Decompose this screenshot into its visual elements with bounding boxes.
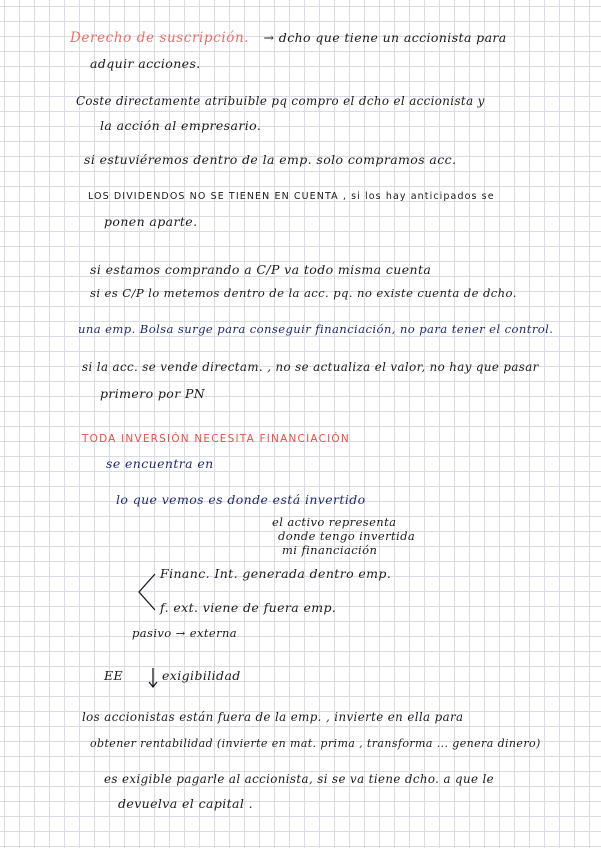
arrow-down-icon — [148, 667, 158, 689]
note-line-15b: donde tengo invertida — [278, 529, 416, 543]
note-line-5: si estuviéremos dentro de la emp. solo compramos acc. — [84, 152, 457, 167]
note-line-21: obtener rentabilidad (invierte en mat. prima , transforma ... genera dinero) — [90, 737, 541, 750]
note-line-8: si estamos comprando a C/P va todo misma cuenta — [90, 262, 432, 277]
note-line-11: si la acc. se vende directam. , no se actualiza el valor, no hay que pasar — [82, 360, 539, 374]
note-line-13: se encuentra en — [106, 456, 214, 471]
note-line-19-label: EE — [104, 668, 124, 683]
note-line-12: primero por PN — [100, 386, 206, 401]
title-heading: Derecho de suscripción. — [70, 30, 250, 46]
note-line-7: ponen aparte. — [104, 214, 198, 229]
note-line-9: si es C/P lo metemos dentro de la acc. pq. no existe cuenta de dcho. — [90, 286, 517, 300]
section-heading-investment: TODA INVERSIÓN NECESITA FINANCIACIÓN — [82, 433, 350, 445]
note-line-19-text: exigibilidad — [162, 668, 241, 683]
bracket-icon — [135, 570, 157, 614]
note-line-14: lo que vemos es donde está invertido — [116, 492, 366, 507]
note-line-6: LOS DIVIDENDOS NO SE TIENEN EN CUENTA , si los hay anticipados se — [88, 191, 495, 202]
note-line-18: pasivo → externa — [132, 626, 238, 640]
note-line-3: Coste directamente atribuible pq compro el dcho el accionista y — [76, 94, 485, 108]
note-line-17: f. ext. viene de fuera emp. — [160, 600, 337, 615]
note-line-20: los accionistas están fuera de la emp. , invierte en ella para — [82, 710, 464, 724]
title-line — [70, 32, 507, 46]
note-line-10: una emp. Bolsa surge para conseguir financiación, no para tener el control. — [78, 322, 554, 336]
title-definition: → dcho que tiene un accionista para — [263, 30, 507, 45]
note-line-15a: el activo representa — [272, 515, 397, 529]
note-line-23: devuelva el capital . — [118, 796, 254, 811]
note-line-15c: mi financiación — [282, 543, 378, 557]
note-line-2: adquir acciones. — [90, 56, 201, 71]
note-line-16: Financ. Int. generada dentro emp. — [160, 566, 392, 581]
note-line-22: es exigible pagarle al accionista, si se va tiene dcho. a que le — [104, 772, 495, 786]
note-line-4: la acción al empresario. — [100, 118, 262, 133]
